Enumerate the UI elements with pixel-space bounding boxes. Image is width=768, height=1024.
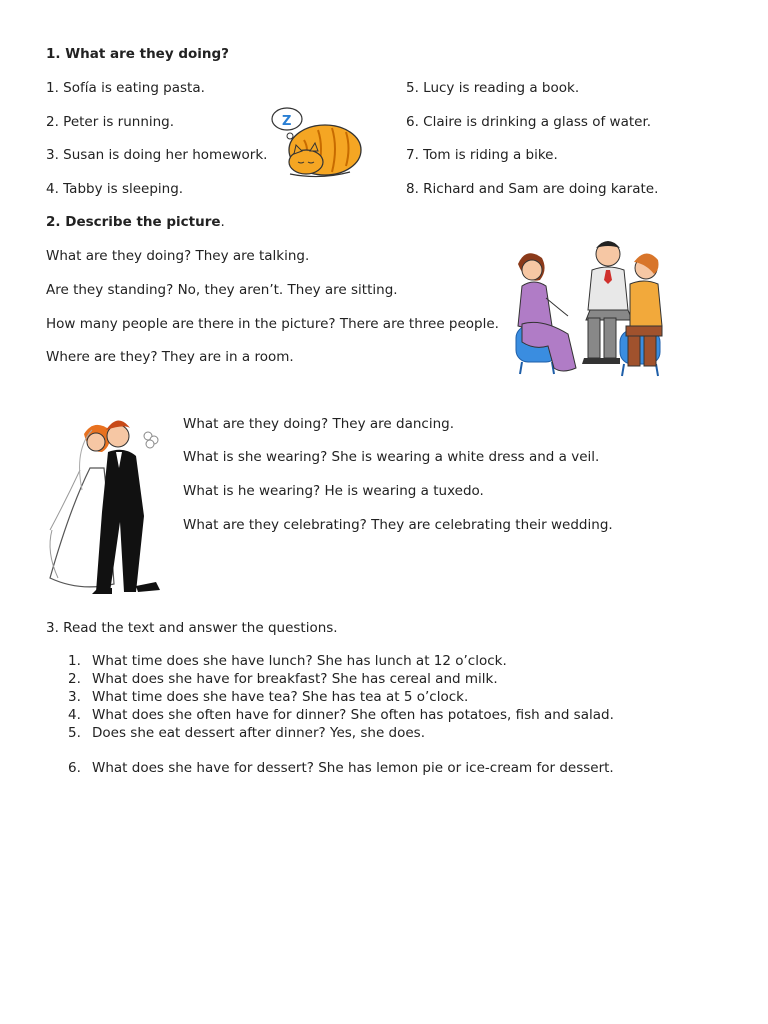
section1-heading: 1. What are they doing? [46, 46, 230, 62]
describe-line-4: Where are they? They are in a room. [46, 349, 294, 365]
list-item: 5. Does she eat dessert after dinner? Yes, she does. [68, 725, 426, 741]
list-item: 2. What does she have for breakfast? She has cereal and milk. [68, 671, 498, 687]
sentence-7: 7. Tom is riding a bike. [406, 147, 558, 163]
sentence-3: 3. Susan is doing her homework. [46, 147, 268, 163]
describe-line-1: What are they doing? They are talking. [46, 248, 310, 264]
sentence-8: 8. Richard and Sam are doing karate. [406, 181, 659, 197]
wedding-line-1: What are they doing? They are dancing. [183, 416, 454, 432]
wedding-couple-icon [44, 410, 176, 596]
wedding-line-4: What are they celebrating? They are celebrating their wedding. [183, 517, 613, 533]
describe-line-3: How many people are there in the picture? There are three people. [46, 316, 499, 332]
wedding-line-2: What is she wearing? She is wearing a white dress and a veil. [183, 449, 600, 465]
list-item: 1. What time does she have lunch? She has lunch at 12 o’clock. [68, 653, 507, 669]
section3-heading: 3. Read the text and answer the questions. [46, 620, 338, 636]
sentence-4: 4. Tabby is sleeping. [46, 181, 184, 197]
section2-heading: 2. Describe the picture. [46, 214, 225, 230]
describe-line-2: Are they standing? No, they aren’t. They are sitting. [46, 282, 398, 298]
list-item: 3. What time does she have tea? She has tea at 5 o’clock. [68, 689, 469, 705]
question-list [68, 653, 614, 778]
sleeping-cat-icon [270, 104, 365, 180]
wedding-line-3: What is he wearing? He is wearing a tuxedo. [183, 483, 484, 499]
sentence-6: 6. Claire is drinking a glass of water. [406, 114, 652, 130]
sentence-1: 1. Sofía is eating pasta. [46, 80, 205, 96]
svg-text:Z: Z [282, 114, 292, 129]
sentence-5: 5. Lucy is reading a book. [406, 80, 580, 96]
people-talking-icon [508, 232, 664, 380]
sentence-2: 2. Peter is running. [46, 114, 175, 130]
list-item: 6. What does she have for dessert? She has lemon pie or ice-cream for dessert. [68, 760, 614, 776]
list-item: 4. What does she often have for dinner? She often has potatoes, fish and salad. [68, 707, 614, 723]
